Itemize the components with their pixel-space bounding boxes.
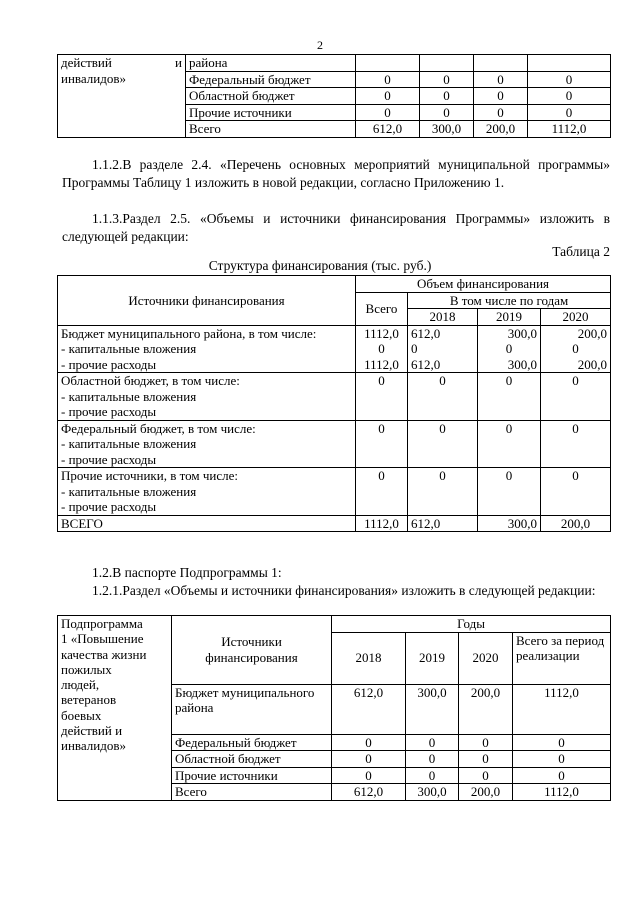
table-row: Бюджет муниципального района 612,0 300,0 200,0 1112,0 — [58, 684, 611, 734]
header-year: 2019 — [478, 309, 541, 326]
table-label: Таблица 2 — [552, 244, 610, 259]
paragraph-1-1-2: 1.1.2.В разделе 2.4. «Перечень основных мероприятий муниципальной программы» Программы Таблицу 1 изложить в новой редакции, согласно Приложению 1. — [62, 157, 610, 190]
header-years: В том числе по годам — [408, 292, 611, 309]
paragraph-1-2-1: 1.2.1.Раздел «Объемы и источники финансирования» изложить в следующей редакции: — [92, 583, 596, 598]
row-label: района — [186, 55, 356, 72]
table-row: Областной бюджет 0 0 0 0 — [58, 88, 611, 105]
header-total-period: Всего за период реализации — [513, 632, 611, 684]
header-year: 2018 — [408, 309, 478, 326]
table-row: Федеральный бюджет, в том числе: - капитальные вложения - прочие расходы 0 0 0 0 — [58, 420, 611, 468]
table-row: Прочие источники 0 0 0 0 — [58, 767, 611, 784]
table-row: Областной бюджет, в том числе: - капитальные вложения - прочие расходы 0 0 0 0 — [58, 373, 611, 421]
header-total: Всего — [356, 292, 408, 325]
subprogram-name-cell: Подпрограмма 1 «Повышение качества жизни пожилых людей, ветеранов боевых действий и инвалидов» — [58, 616, 172, 801]
paragraph-1-1-3: 1.1.3.Раздел 2.5. «Объемы и источники финансирования Программы» изложить в следующей редакции: — [62, 211, 610, 244]
header-years: Годы — [332, 616, 611, 633]
header-year: 2020 — [541, 309, 611, 326]
financing-structure-table — [57, 275, 611, 532]
table-total-row: Всего 612,0 300,0 200,0 1112,0 — [58, 784, 611, 801]
page-number: 2 — [317, 38, 323, 52]
table-total-row: ВСЕГО 1112,0 612,0 300,0 200,0 — [58, 515, 611, 532]
subprogram-financing-table — [57, 615, 611, 801]
top-table — [57, 54, 611, 138]
table-row: Всего 612,0 300,0 200,0 1112,0 — [58, 121, 611, 138]
table-row: Прочие источники 0 0 0 0 — [58, 104, 611, 121]
table-row: Федеральный бюджет 0 0 0 0 — [58, 71, 611, 88]
table-row: Прочие источники, в том числе: - капитальные вложения - прочие расходы 0 0 0 0 — [58, 468, 611, 516]
table-row: Федеральный бюджет 0 0 0 0 — [58, 734, 611, 751]
table-row: Бюджет муниципального района, в том числе: - капитальные вложения - прочие расходы 1112,0 0 1112,0 612,0 0 612,0 300,0 0 300,0 200,0 0 200,0 — [58, 325, 611, 373]
header-year: 2020 — [459, 632, 513, 684]
header-year: 2018 — [332, 632, 406, 684]
header-year: 2019 — [406, 632, 459, 684]
paragraph-1-2: 1.2.В паспорте Подпрограммы 1: — [92, 565, 282, 580]
table-row: Областной бюджет 0 0 0 0 — [58, 751, 611, 768]
header-volume: Объем финансирования — [356, 276, 611, 293]
table-title: Структура финансирования (тыс. руб.) — [208, 258, 432, 273]
header-sources: Источники финансирования — [58, 276, 356, 326]
top-left-cell: действий и инвалидов» — [58, 55, 186, 138]
header-sources: Источники финансирования — [172, 616, 332, 685]
